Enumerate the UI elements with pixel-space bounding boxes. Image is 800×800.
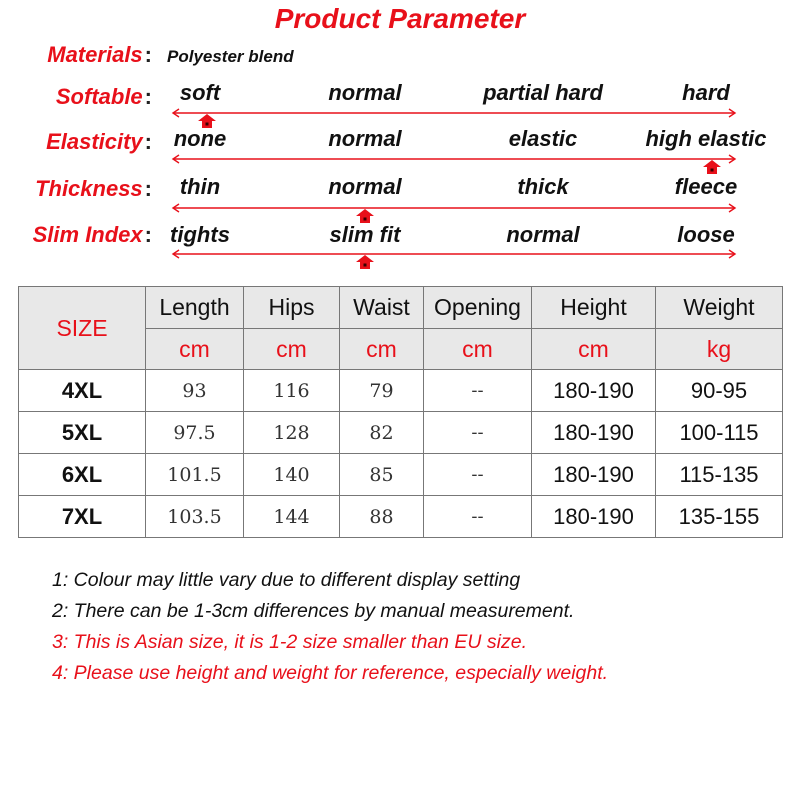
size-table — [18, 286, 783, 538]
softable-label — [56, 84, 152, 110]
hips-cell: 116 — [244, 370, 340, 412]
opening-cell: -- — [424, 412, 532, 454]
note-item: 4: Please use height and weight for reference, especially weight. — [52, 662, 609, 684]
page-title: Product Parameter — [274, 3, 526, 34]
slim-index-scale-arrow — [170, 248, 738, 260]
elasticity-option: elastic — [508, 126, 578, 151]
thickness-scale-arrow — [170, 202, 738, 214]
weight-cell: 90-95 — [656, 370, 783, 412]
slim-index-label-text: Slim Index — [32, 222, 143, 247]
table-row — [19, 496, 783, 538]
hips-cell: 144 — [244, 496, 340, 538]
softable-scale-arrow — [170, 107, 738, 119]
note-item: 1: Colour may little vary due to different display setting — [52, 569, 521, 591]
size-cell: 4XL — [19, 370, 146, 412]
softable-option: normal — [328, 80, 402, 105]
slim-index-colon: : — [144, 222, 152, 247]
height-cell: 180-190 — [532, 454, 656, 496]
note-item: 3: This is Asian size, it is 1-2 size smaller than EU size. — [52, 631, 528, 653]
note-item: 2: There can be 1-3cm differences by manual measurement. — [52, 600, 575, 622]
thickness-label — [35, 176, 152, 202]
slim-index-option: slim fit — [329, 222, 401, 247]
column-header-waist: Waist — [340, 287, 424, 329]
elasticity-label-text: Elasticity — [46, 129, 143, 154]
unit-waist: cm — [340, 329, 424, 370]
elasticity-option: none — [173, 126, 227, 151]
elasticity-colon: : — [144, 129, 152, 154]
elasticity-option: high elastic — [645, 126, 767, 151]
table-row — [19, 370, 783, 412]
unit-opening: cm — [424, 329, 532, 370]
materials-colon: : — [144, 42, 152, 67]
thickness-option: thin — [179, 174, 221, 199]
unit-length: cm — [146, 329, 244, 370]
opening-cell: -- — [424, 496, 532, 538]
thickness-option: fleece — [674, 174, 738, 199]
slim-index-label — [33, 222, 152, 248]
table-row — [19, 454, 783, 496]
waist-cell: 88 — [340, 496, 424, 538]
length-cell: 101.5 — [146, 454, 244, 496]
column-header-opening: Opening — [424, 287, 532, 329]
elasticity-selected-marker-icon — [702, 159, 722, 175]
size-header: SIZE — [19, 287, 146, 370]
weight-cell: 135-155 — [656, 496, 783, 538]
hips-cell: 128 — [244, 412, 340, 454]
slim-index-option: normal — [506, 222, 580, 247]
softable-option: partial hard — [483, 80, 603, 105]
column-header-length: Length — [146, 287, 244, 329]
unit-weight: kg — [656, 329, 783, 370]
elasticity-option: normal — [328, 126, 402, 151]
weight-cell: 100-115 — [656, 412, 783, 454]
softable-label-text: Softable — [55, 84, 143, 109]
notes-list — [52, 565, 608, 689]
thickness-colon: : — [144, 176, 152, 201]
thickness-option: normal — [328, 174, 402, 199]
waist-cell: 79 — [340, 370, 424, 412]
elasticity-scale-arrow — [170, 153, 738, 165]
length-cell: 103.5 — [146, 496, 244, 538]
materials-value: Polyester blend — [167, 47, 294, 66]
size-cell: 7XL — [19, 496, 146, 538]
unit-hips: cm — [244, 329, 340, 370]
column-header-hips: Hips — [244, 287, 340, 329]
size-cell: 6XL — [19, 454, 146, 496]
slim-index-option: loose — [677, 222, 735, 247]
slim-index-selected-marker-icon — [355, 254, 375, 270]
softable-colon: : — [144, 84, 152, 109]
size-cell: 5XL — [19, 412, 146, 454]
unit-height: cm — [532, 329, 656, 370]
elasticity-label — [46, 129, 152, 155]
waist-cell: 85 — [340, 454, 424, 496]
height-cell: 180-190 — [532, 370, 656, 412]
thickness-option: thick — [517, 174, 569, 199]
materials-label — [47, 42, 152, 68]
softable-option: hard — [682, 80, 730, 105]
hips-cell: 140 — [244, 454, 340, 496]
column-header-weight: Weight — [656, 287, 783, 329]
column-header-height: Height — [532, 287, 656, 329]
opening-cell: -- — [424, 454, 532, 496]
weight-cell: 115-135 — [656, 454, 783, 496]
thickness-label-text: Thickness — [35, 176, 143, 201]
length-cell: 97.5 — [146, 412, 244, 454]
opening-cell: -- — [424, 370, 532, 412]
slim-index-option: tights — [170, 222, 230, 247]
softable-option: soft — [179, 80, 221, 105]
materials-label-text: Materials — [47, 42, 143, 67]
length-cell: 93 — [146, 370, 244, 412]
height-cell: 180-190 — [532, 496, 656, 538]
waist-cell: 82 — [340, 412, 424, 454]
table-row — [19, 412, 783, 454]
height-cell: 180-190 — [532, 412, 656, 454]
